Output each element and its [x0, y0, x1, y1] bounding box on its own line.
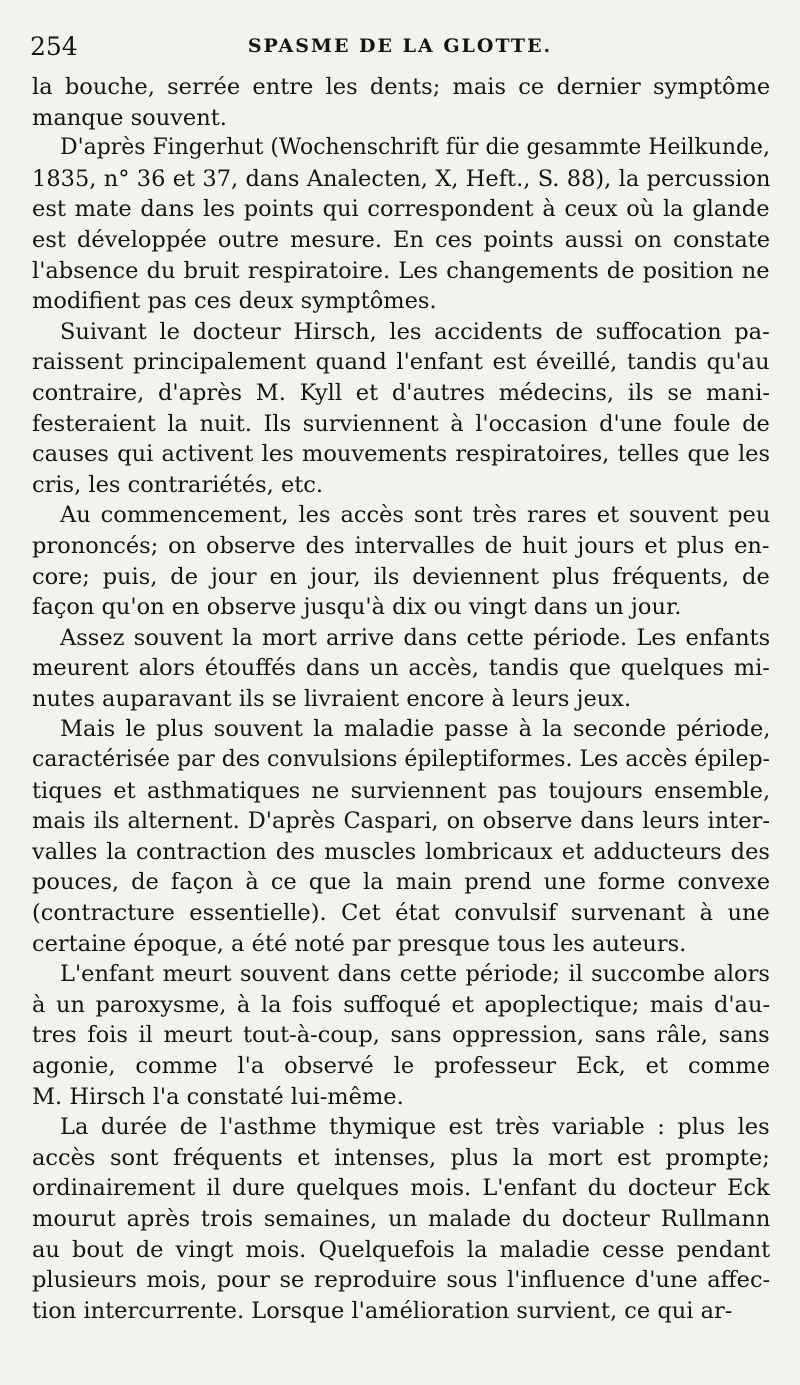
text-line: façon qu'on en observe jusqu'à dix ou vingt dans un jour.: [32, 594, 682, 621]
text-line: modifient pas ces deux symptômes.: [32, 288, 437, 315]
text-line: raissent principalement quand l'enfant est éveillé, tandis qu'au: [32, 349, 770, 376]
text-line: cris, les contrariétés, etc.: [32, 471, 324, 498]
text-line: la bouche, serrée entre les dents; mais ce dernier symptôme: [32, 74, 770, 100]
text-line: meurent alors étouffés dans un accès, tandis que quelques mi-: [32, 655, 770, 682]
text-line: mais ils alternent. D'après Caspari, on observe dans leurs inter-: [32, 808, 770, 835]
text-line: prononcés; on observe des intervalles de huit jours et plus en-: [32, 532, 770, 559]
text-line: M. Hirsch l'a constaté lui-même.: [32, 1083, 404, 1110]
text-line: est développée outre mesure. En ces points aussi on constate: [32, 226, 770, 253]
text-line: Suivant le docteur Hirsch, les accidents de suffocation pa-: [60, 318, 770, 345]
text-line: La durée de l'asthme thymique est très variable : plus les: [60, 1114, 770, 1141]
text-line: plusieurs mois, pour se reproduire sous l'influence d'une affec-: [32, 1267, 770, 1294]
text-line: Mais le plus souvent la maladie passe à la seconde période,: [60, 716, 770, 743]
body-text: [32, 72, 770, 1326]
text-line: contraire, d'après M. Kyll et d'autres médecins, ils se mani-: [32, 379, 770, 406]
text-line: caractérisée par des convulsions épileptiformes. Les accès épilep-: [32, 747, 770, 773]
text-line: est mate dans les points qui correspondent à ceux où la glande: [32, 196, 770, 223]
text-line: (contracture essentielle). Cet état convulsif survenant à une: [32, 900, 770, 927]
text-line: D'après Fingerhut (Wochenschrift für die gesammte Heilkunde,: [60, 135, 770, 161]
text-line: manque souvent.: [32, 104, 227, 131]
text-line: tres fois il meurt tout-à-coup, sans oppression, sans râle, sans: [32, 1022, 770, 1049]
text-line: accès sont fréquents et intenses, plus la mort est prompte;: [32, 1144, 770, 1171]
text-line: festeraient la nuit. Ils surviennent à l'occasion d'une foule de: [32, 410, 770, 437]
text-line: Assez souvent la mort arrive dans cette période. Les enfants: [60, 624, 770, 651]
text-line: core; puis, de jour en jour, ils deviennent plus fréquents, de: [32, 563, 770, 590]
text-line: L'enfant meurt souvent dans cette période; il succombe alors: [60, 961, 770, 988]
page-header: [30, 32, 770, 62]
text-line: ordinairement il dure quelques mois. L'enfant du docteur Eck: [32, 1175, 770, 1202]
text-line: causes qui activent les mouvements respiratoires, telles que les: [32, 441, 770, 468]
text-line: l'absence du bruit respiratoire. Les changements de position ne: [32, 257, 770, 284]
text-line: agonie, comme l'a observé le professeur Eck, et comme: [32, 1053, 770, 1079]
text-line: valles la contraction des muscles lombricaux et adducteurs des: [32, 838, 770, 865]
text-line: à un paroxysme, à la fois suffoqué et apoplectique; mais d'au-: [32, 991, 770, 1018]
text-line: tiques et asthmatiques ne surviennent pas toujours ensemble,: [32, 777, 770, 804]
text-line: mourut après trois semaines, un malade du docteur Rullmann: [32, 1205, 770, 1232]
text-line: nutes auparavant ils se livraient encore à leurs jeux.: [32, 685, 632, 712]
text-line: pouces, de façon à ce que la main prend une forme convexe: [32, 869, 770, 896]
text-line: certaine époque, a été noté par presque tous les auteurs.: [32, 930, 687, 957]
text-line: Au commencement, les accès sont très rares et souvent peu: [60, 502, 770, 529]
text-line: tion intercurrente. Lorsque l'amélioration survient, ce qui ar-: [32, 1297, 733, 1324]
page-number: 254: [30, 32, 78, 61]
text-line: au bout de vingt mois. Quelquefois la maladie cesse pendant: [32, 1236, 770, 1263]
running-title: SPASME DE LA GLOTTE.: [247, 35, 553, 57]
text-line: 1835, n° 36 et 37, dans Analecten, X, Heft., S. 88), la percussion: [32, 165, 770, 192]
